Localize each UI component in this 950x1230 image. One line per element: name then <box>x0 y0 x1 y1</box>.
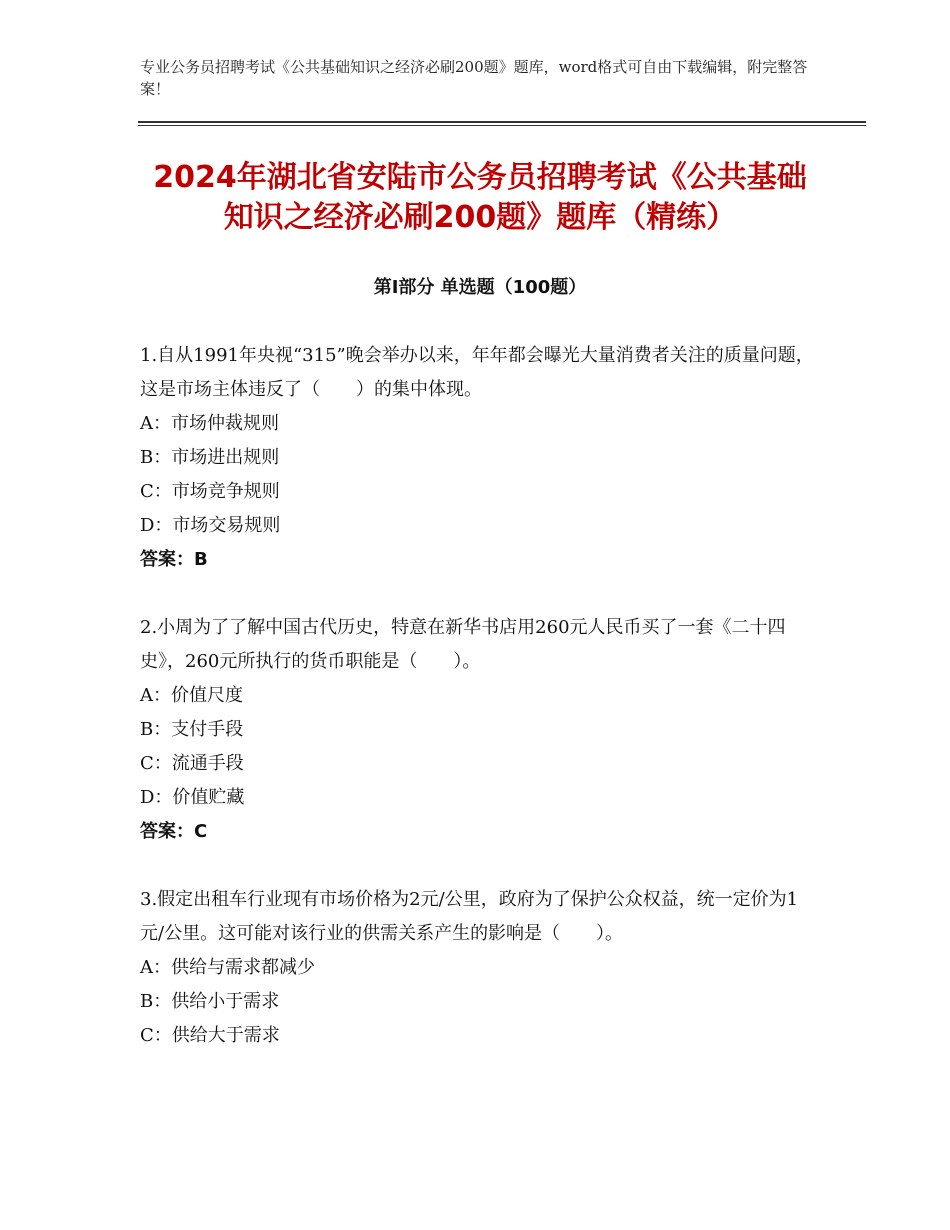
option-b: B：供给小于需求 <box>140 991 280 1012</box>
option-d: D：市场交易规则 <box>140 515 281 536</box>
option-a: A：供给与需求都减少 <box>140 957 315 978</box>
question-list <box>140 339 820 1087</box>
question-stem: 1.自从1991年央视“315”晚会举办以来，年年都会曝光大量消费者关注的质量问题，这是市场主体违反了（ ）的集中体现。 <box>140 345 814 400</box>
option-d: D：价值贮藏 <box>140 787 245 808</box>
question-2 <box>140 611 820 849</box>
section-title: 第I部分 单选题（100题） <box>373 277 587 298</box>
option-b: B：市场进出规则 <box>140 447 280 468</box>
answer: 答案：C <box>140 821 208 842</box>
document-title: 2024年湖北省安陆市公务员招聘考试《公共基础知识之经济必刷200题》题库（精练） <box>153 160 807 235</box>
option-a: A：市场仲裁规则 <box>140 413 279 434</box>
question-3 <box>140 883 820 1053</box>
option-c: C：供给大于需求 <box>140 1025 280 1046</box>
question-stem: 2.小周为了了解中国古代历史，特意在新华书店用260元人民币买了一套《二十四史》，260元所执行的货币职能是（ ）。 <box>140 617 786 672</box>
option-c: C：市场竞争规则 <box>140 481 280 502</box>
option-c: C：流通手段 <box>140 753 244 774</box>
option-b: B：支付手段 <box>140 719 244 740</box>
answer: 答案：B <box>140 549 208 570</box>
question-stem: 3.假定出租车行业现有市场价格为2元/公里，政府为了保护公众权益，统一定价为1元/公里。这可能对该行业的供需关系产生的影响是（ ）。 <box>140 889 799 944</box>
header-note: 专业公务员招聘考试《公共基础知识之经济必刷200题》题库，word格式可自由下载编辑，附完整答案！ <box>140 58 808 98</box>
header-divider-thin <box>138 125 866 126</box>
question-1 <box>140 339 820 577</box>
option-a: A：价值尺度 <box>140 685 243 706</box>
header-divider <box>138 121 866 123</box>
